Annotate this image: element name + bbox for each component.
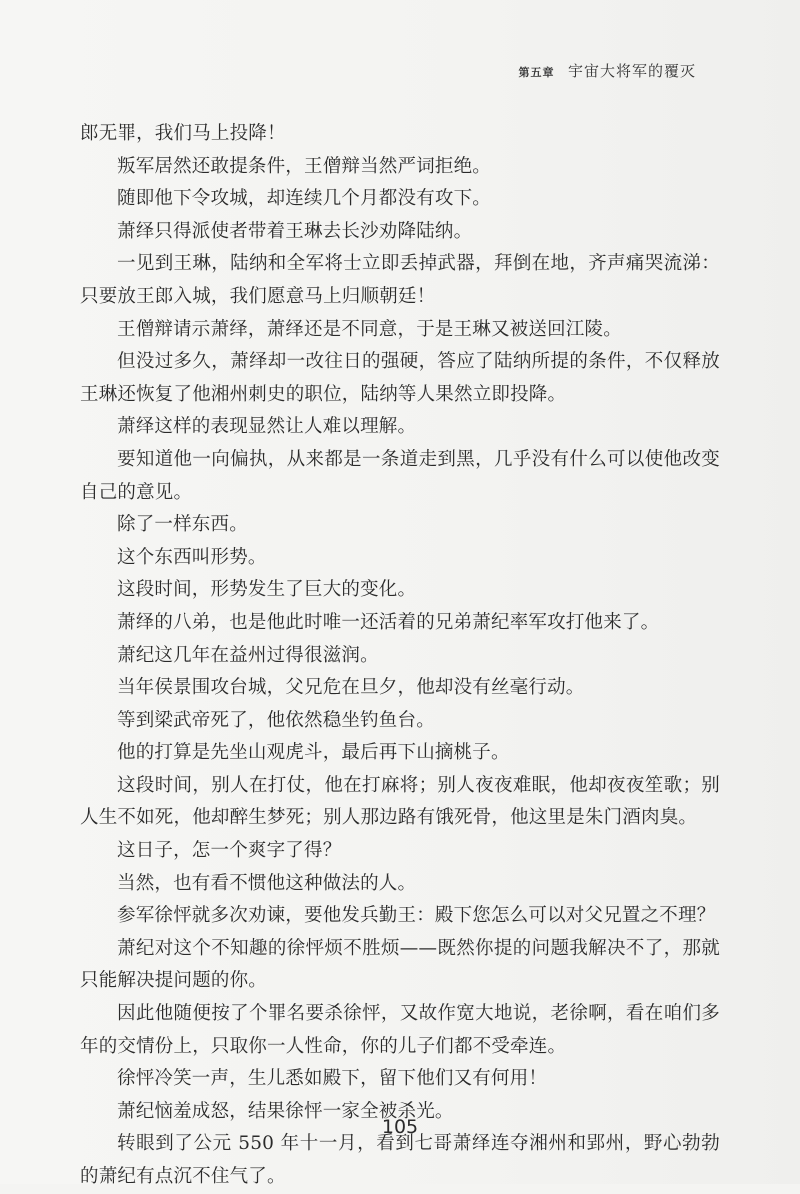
paragraph: 徐怦冷笑一声，生儿悉如殿下，留下他们又有何用！ [117,1068,548,1090]
paragraph: 这个东西叫形势。 [117,546,267,568]
paragraph: 萧纪恼羞成怒，结果徐怦一家全被杀光。 [117,1100,454,1122]
paragraph: 因此他随便按了个罪名要杀徐怦，又故作宽大地说，老徐啊，看在咱们多年的交情份上，只取你一人性命，你的儿子们都不受牵连。 [80,1003,720,1057]
page-number: 105 [381,1116,419,1138]
paragraph: 萧绎的八弟，也是他此时唯一还活着的兄弟萧纪率军攻打他来了。 [117,611,660,633]
paragraph: 这日子，怎一个爽字了得？ [117,840,342,862]
paragraph: 要知道他一向偏执，从来都是一条道走到黑，几乎没有什么可以使他改变自己的意见。 [80,448,720,503]
paragraph: 转眼到了公元 550 年十一月，看到七哥萧绎连夺湘州和郢州，野心勃勃的萧纪有点沉不住气了。 [80,1133,720,1187]
paragraph: 萧绎只得派使者带着王琳去长沙劝降陆纳。 [117,220,473,242]
paragraph: 郎无罪，我们马上投降！ [80,123,286,144]
paragraph: 除了一样东西。 [117,514,248,536]
paragraph: 叛军居然还敢提条件，王僧辩当然严词拒绝。 [117,155,492,177]
paragraph: 王僧辩请示萧绎，萧绎还是不同意，于是王琳又被送回江陵。 [117,318,622,340]
paragraph: 当然，也有看不惯他这种做法的人。 [117,872,417,894]
paragraph: 等到梁武帝死了，他依然稳坐钓鱼台。 [117,709,435,731]
paragraph: 这段时间，形势发生了巨大的变化。 [117,579,417,601]
paragraph: 萧绎这样的表现显然让人难以理解。 [117,416,417,438]
paragraph: 萧纪对这个不知趣的徐怦烦不胜烦——既然你提的问题我解决不了，那就只能解决提问题的你。 [80,937,720,992]
paragraph: 随即他下令攻城，却连续几个月都没有攻下。 [117,188,492,210]
paragraph: 当年侯景围攻台城，父兄危在旦夕，他却没有丝毫行动。 [117,677,585,699]
body-text [80,118,720,1194]
paragraph: 参军徐怦就多次劝谏，要他发兵勤王：殿下您怎么可以对父兄置之不理？ [117,905,716,927]
paragraph: 一见到王琳，陆纳和全军将士立即丢掉武器，拜倒在地，齐声痛哭流涕：只要放王郎入城，我们愿意马上归顺朝廷！ [80,253,720,307]
paragraph: 萧纪这几年在益州过得很滋润。 [117,644,379,666]
paragraph: 但没过多久，萧绎却一改往日的强硬，答应了陆纳所提的条件，不仅释放王琳还恢复了他湘州刺史的职位，陆纳等人果然立即投降。 [80,351,720,405]
running-header [519,60,696,81]
chapter-label: 第五章 [518,66,555,79]
paragraph: 这段时间，别人在打仗，他在打麻将；别人夜夜难眠，他却夜夜笙歌；别人生不如死，他却醉生梦死；别人那边路有饿死骨，他这里是朱门酒肉臭。 [80,774,720,829]
chapter-title: 宇宙大将军的覆灭 [567,62,696,80]
paragraph: 他的打算是先坐山观虎斗，最后再下山摘桃子。 [117,742,510,764]
